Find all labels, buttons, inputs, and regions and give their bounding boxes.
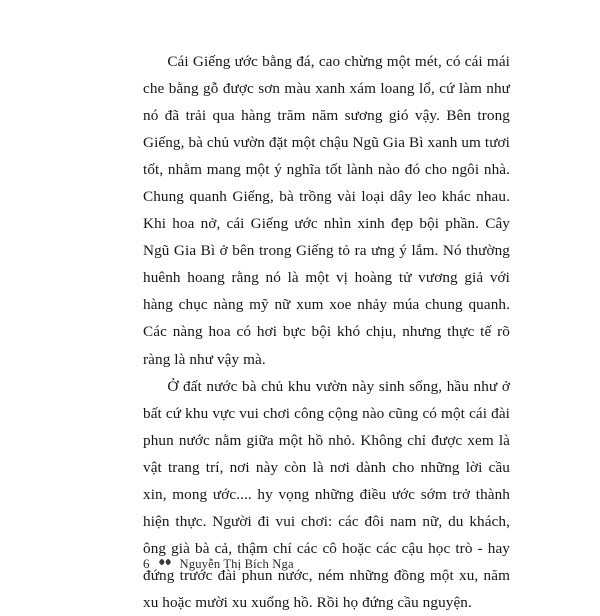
leaf-ornament-icon xyxy=(158,557,172,567)
paragraph: Ở đất nước bà chủ khu vườn này sinh sống, hầu như ở bất cứ khu vực vui chơi công cộng nào cũng có một cái đài phun nước nằm giữa một hồ nhỏ. Không chỉ được xem là vật trang trí, nơi này còn là nơi dành cho những lời cầu xin, mong ước.... hy vọng những điều ước sớm trở thành hiện thực. Người đi vui chơi: các đôi nam nữ, du khách, ông già bà cả, thậm chí các cô hoặc các cậu học trò - hay đứng trước đài phun nước, ném những đồng một xu, năm xu hoặc mười xu xuống hồ. Rồi họ đứng cầu nguyện. xyxy=(143,377,510,611)
page-number: 6 xyxy=(143,556,150,571)
page-body xyxy=(143,48,510,616)
running-author: Nguyễn Thị Bích Nga xyxy=(179,557,294,571)
paragraph: Cái Giếng ước bằng đá, cao chừng một mét, có cái mái che bằng gỗ được sơn màu xanh xám loang lổ, cứ làm như nó đã trải qua hàng trăm năm sương gió vậy. Bên trong Giếng, bà chủ vườn đặt một chậu Ngũ Gia Bì xanh um tươi tốt, nhằm mang một ý nghĩa tốt lành nào đó cho ngôi nhà. Chung quanh Giếng, bà trồng vài loại dây leo khác nhau. Khi hoa nở, cái Giếng ước nhìn xinh đẹp bội phần. Cây Ngũ Gia Bì ở bên trong Giếng tỏ ra ưng ý lắm. Nó thường huênh hoang rằng nó là một vị hoàng tử vương giả với hàng chục nàng mỹ nữ xum xoe nhảy múa chung quanh. Các nàng hoa có hơi bực bội khó chịu, nhưng thực tế rõ ràng là như vậy mà. xyxy=(143,53,510,368)
page-footer xyxy=(143,556,294,572)
